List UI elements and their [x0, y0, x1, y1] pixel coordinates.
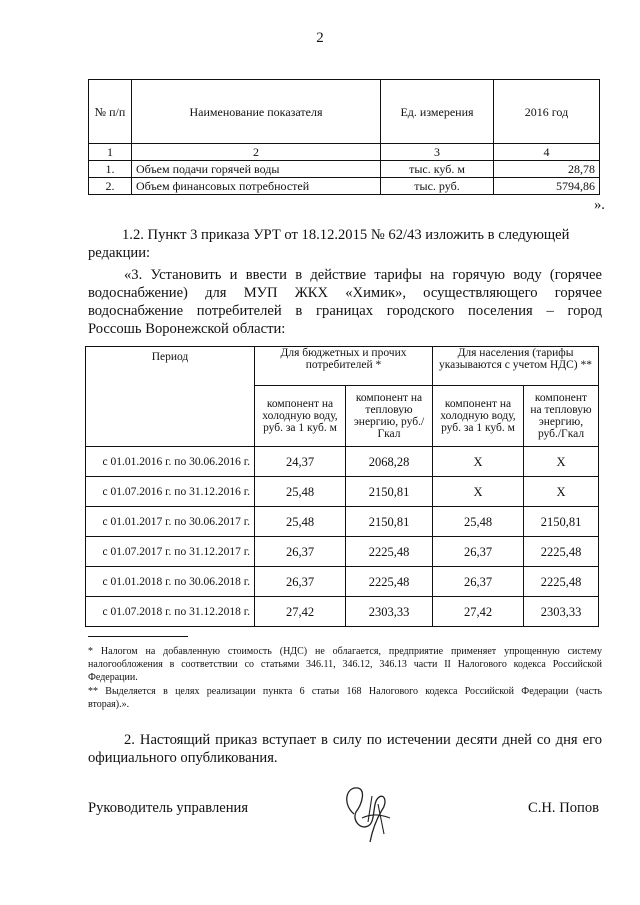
table-row — [86, 477, 599, 507]
footnote-line: Федерации. — [88, 672, 138, 683]
paragraph-1-2-line: редакции: — [88, 245, 151, 261]
paragraph-2-line: официального опубликования. — [88, 750, 278, 766]
paragraph-3-line: Россошь Воронежской области: — [88, 321, 286, 337]
paragraph-1-2-line: 1.2. Пункт 3 приказа УРТ от 18.12.2015 № 62/43 изложить в следующей — [122, 227, 570, 243]
header-indicator: Наименование показателя — [132, 80, 381, 144]
table-row — [86, 567, 599, 597]
tariffs-table — [85, 346, 599, 627]
footnote-line: вторая).». — [88, 699, 130, 710]
row-heat-population: X — [524, 477, 599, 507]
table-row — [89, 161, 600, 178]
header-unit: Ед. измерения — [381, 80, 494, 144]
table-row — [86, 597, 599, 627]
row-heat-population: 2150,81 — [524, 507, 599, 537]
column-number: 3 — [381, 144, 494, 161]
header-period: Период — [86, 347, 255, 447]
row-cold-budget: 26,37 — [255, 537, 346, 567]
page-number: 2 — [316, 30, 324, 46]
subheader-heat-energy: компонент на тепловую энергию, руб./Гкал — [524, 386, 599, 447]
column-number: 1 — [89, 144, 132, 161]
paragraph-3-line: «3. Установить и ввести в действие тарифы на горячую воду (горячее — [124, 267, 602, 283]
column-number: 4 — [494, 144, 600, 161]
row-period: с 01.01.2016 г. по 30.06.2016 г. — [86, 447, 255, 477]
row-heat-budget: 2068,28 — [346, 447, 433, 477]
footnote-divider — [88, 636, 188, 637]
header-number: № п/п — [89, 80, 132, 144]
footnote-line: ** Выделяется в целях реализации пункта 6 статьи 168 Налогового кодекса Российской Федерации (часть — [88, 686, 602, 697]
signature-image — [332, 774, 404, 846]
row-indicator: Объем подачи горячей воды — [132, 161, 381, 178]
row-heat-budget: 2225,48 — [346, 537, 433, 567]
row-heat-budget: 2225,48 — [346, 567, 433, 597]
row-cold-budget: 27,42 — [255, 597, 346, 627]
header-budget-consumers: Для бюджетных и прочих потребителей * — [255, 347, 433, 386]
footnote-line: * Налогом на добавленную стоимость (НДС) не облагается, предприятие применяет упрощенную систему — [88, 646, 602, 657]
row-period: с 01.07.2018 г. по 31.12.2018 г. — [86, 597, 255, 627]
row-unit: тыс. руб. — [381, 178, 494, 195]
tariffs-header-row — [86, 347, 599, 386]
signatory-name: С.Н. Попов — [528, 800, 600, 816]
header-year: 2016 год — [494, 80, 600, 144]
row-number: 2. — [89, 178, 132, 195]
row-number: 1. — [89, 161, 132, 178]
row-unit: тыс. куб. м — [381, 161, 494, 178]
row-heat-budget: 2150,81 — [346, 477, 433, 507]
row-cold-population: X — [433, 477, 524, 507]
row-period: с 01.01.2018 г. по 30.06.2018 г. — [86, 567, 255, 597]
subheader-cold-water: компонент на холодную воду, руб. за 1 куб. м — [433, 386, 524, 447]
row-heat-population: 2225,48 — [524, 567, 599, 597]
row-cold-population: 27,42 — [433, 597, 524, 627]
signatory-position: Руководитель управления — [88, 800, 249, 816]
row-cold-population: 25,48 — [433, 507, 524, 537]
row-cold-budget: 25,48 — [255, 507, 346, 537]
table-header-row — [89, 80, 600, 144]
header-population: Для населения (тарифы указываются с учетом НДС) ** — [433, 347, 599, 386]
row-cold-budget: 25,48 — [255, 477, 346, 507]
paragraph-2-line: 2. Настоящий приказ вступает в силу по истечении десяти дней со дня его — [124, 732, 602, 748]
paragraph-3-line: водоснабжение) для МУП ЖКХ «Химик», осуществляющего горячее — [88, 285, 602, 301]
row-cold-population: 26,37 — [433, 537, 524, 567]
footnote-line: налогообложения в соответствии со статьями 346.11, 346.12, 346.13 части II Налогового кодекса Российской — [88, 659, 602, 670]
table-row — [86, 507, 599, 537]
row-cold-population: X — [433, 447, 524, 477]
column-number: 2 — [132, 144, 381, 161]
closing-quote: ». — [594, 197, 605, 213]
row-period: с 01.01.2017 г. по 30.06.2017 г. — [86, 507, 255, 537]
row-period: с 01.07.2016 г. по 31.12.2016 г. — [86, 477, 255, 507]
row-cold-budget: 26,37 — [255, 567, 346, 597]
table-row — [89, 178, 600, 195]
row-heat-population: 2225,48 — [524, 537, 599, 567]
row-value: 28,78 — [494, 161, 600, 178]
paragraph-3-line: водоснабжение потребителей в границах городского поселения – город — [88, 303, 602, 319]
row-value: 5794,86 — [494, 178, 600, 195]
table-row — [86, 447, 599, 477]
row-indicator: Объем финансовых потребностей — [132, 178, 381, 195]
row-cold-population: 26,37 — [433, 567, 524, 597]
column-number-row — [89, 144, 600, 161]
row-cold-budget: 24,37 — [255, 447, 346, 477]
subheader-heat-energy: компонент на тепловую энергию, руб./Гкал — [346, 386, 433, 447]
row-heat-budget: 2150,81 — [346, 507, 433, 537]
row-heat-budget: 2303,33 — [346, 597, 433, 627]
row-heat-population: 2303,33 — [524, 597, 599, 627]
row-heat-population: X — [524, 447, 599, 477]
table-row — [86, 537, 599, 567]
indicators-table — [88, 79, 600, 195]
subheader-cold-water: компонент на холодную воду, руб. за 1 куб. м — [255, 386, 346, 447]
row-period: с 01.07.2017 г. по 31.12.2017 г. — [86, 537, 255, 567]
